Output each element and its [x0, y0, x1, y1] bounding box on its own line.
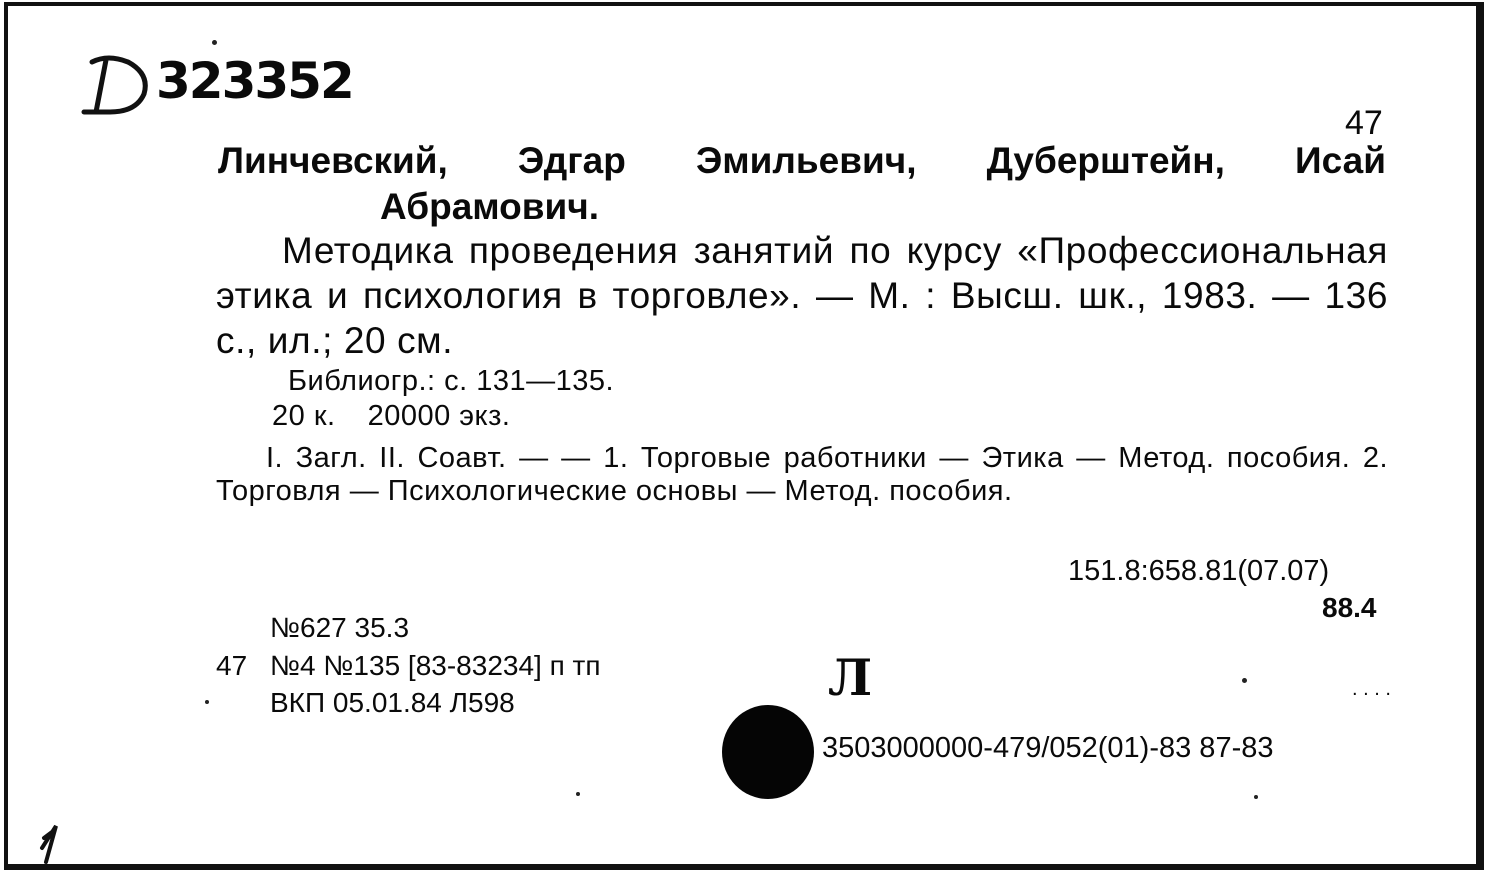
- bbk-classification: 88.4: [1322, 592, 1377, 623]
- udc-classification: 151.8:658.81(07.07): [1068, 555, 1330, 587]
- location-number: 47: [216, 650, 248, 681]
- publisher-code: 3503000000-479/052(01)-83 87-83: [822, 732, 1274, 764]
- accession-prefix-letter: [78, 50, 158, 122]
- author-word: Эмильевич,: [695, 140, 917, 181]
- author-word: Линчевский,: [218, 140, 448, 181]
- author-word: Дуберштейн,: [986, 140, 1225, 181]
- author-word: Исай: [1295, 140, 1386, 181]
- author-heading: [218, 140, 1386, 182]
- scan-dots: . . . .: [1352, 678, 1391, 700]
- tracings-text: I. Загл. II. Соавт. — — 1. Торговые работники — Этика — Метод. пособия. 2. Торговля — Психологические основы — Метод. пособия.: [216, 442, 1388, 507]
- punch-hole: [722, 705, 814, 799]
- scan-speck: [212, 40, 217, 45]
- title-statement: [216, 228, 1388, 363]
- price: 20 к.: [272, 400, 336, 432]
- title-text: Методика проведения занятий по курсу «Профессиональная этика и психология в торговле». — М. : Высш. шк., 1983. — 136 с., ил.; 20 см.: [216, 230, 1388, 361]
- scan-speck: [576, 792, 580, 796]
- accession-number: 323352: [156, 52, 353, 110]
- location-line-1: №627 35.3: [270, 612, 410, 643]
- handwritten-mark: [22, 818, 70, 866]
- bibliography-note: Библиогр.: с. 131—135.: [288, 365, 615, 397]
- scan-speck: [1242, 678, 1247, 683]
- price-and-run: [272, 400, 510, 433]
- scan-speck: [1254, 795, 1258, 799]
- publisher-mark: Л: [828, 648, 873, 707]
- author-word: Эдгар: [517, 140, 626, 181]
- location-line-3: ВКП 05.01.84 Л598: [270, 687, 515, 718]
- print-run: 20000 экз.: [367, 400, 511, 432]
- scan-speck: [205, 700, 209, 704]
- subject-tracings: [216, 442, 1388, 508]
- page-reference: 47: [1345, 104, 1383, 142]
- author-heading-continued: Абрамович.: [380, 186, 600, 227]
- location-line-2: №4 №135 [83-83234] п тп: [270, 650, 601, 681]
